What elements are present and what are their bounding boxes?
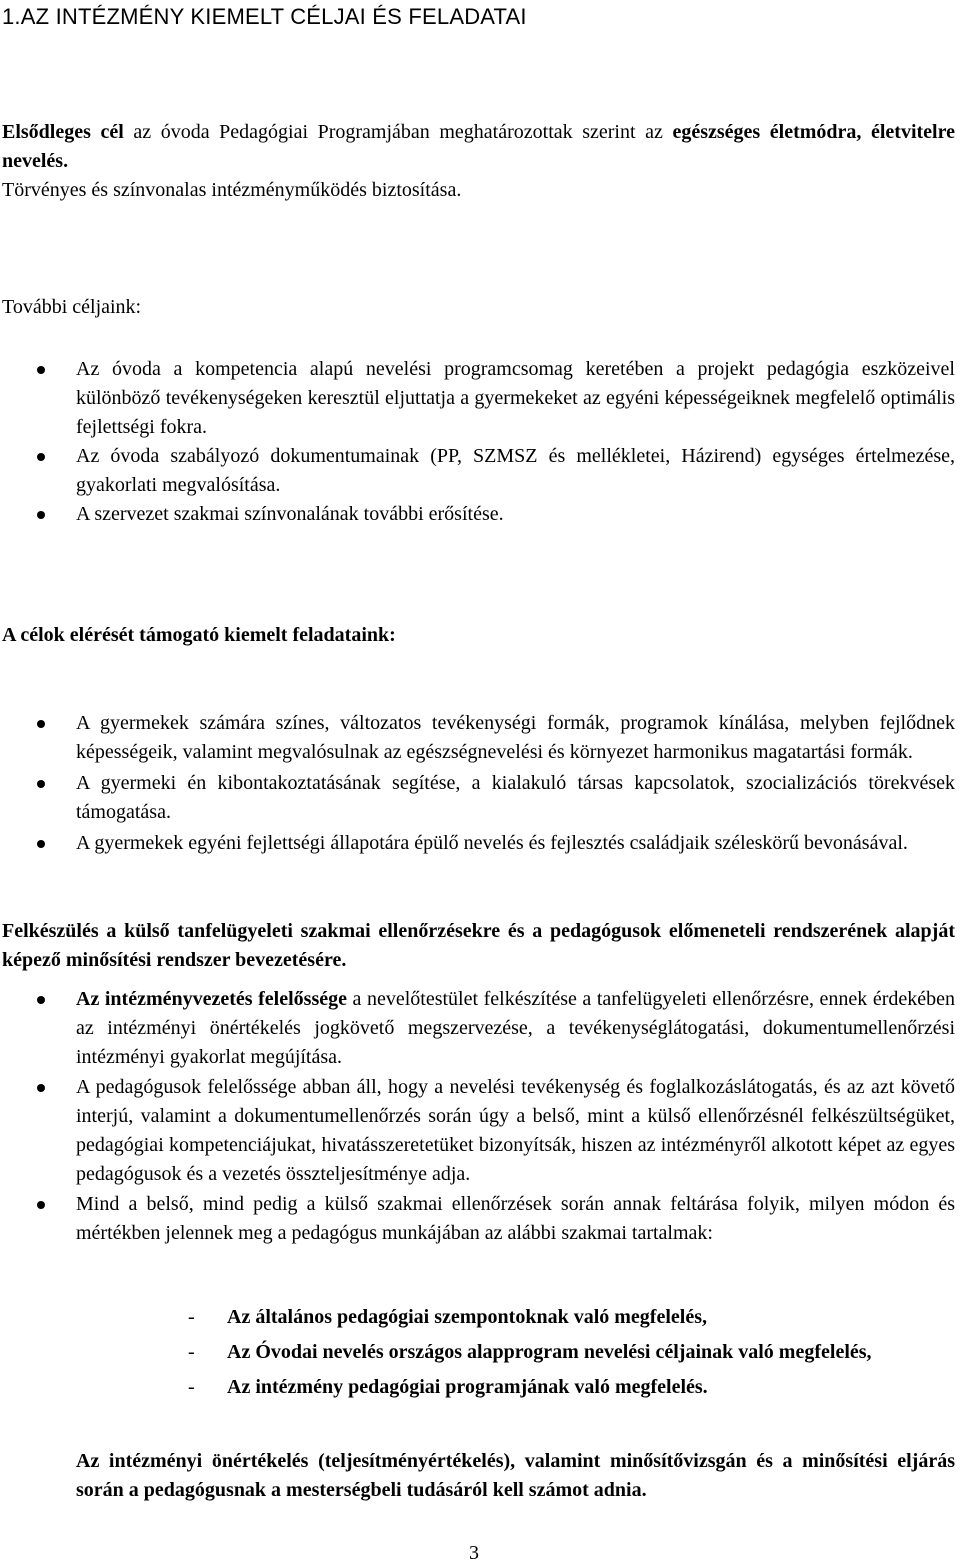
primary-goal-line2: Törvényes és színvonalas intézményműködés biztosítása.: [2, 179, 462, 201]
bullet-icon: [37, 996, 45, 1004]
bullet-icon: [37, 453, 45, 461]
bullet-icon: [37, 720, 45, 728]
preparation-heading: Felkészülés a külső tanfelügyeleti szakmai ellenőrzésekre és a pedagógusok előmeneteli rendszerének alapját képező minősítési rendszer bevezetésére.: [2, 920, 955, 971]
closing-paragraph: Az intézményi önértékelés (teljesítményértékelés), valamint minősítővizsgán és a minősítési eljárás során a pedagógusnak a mesterségbeli tudásáról kell számot adnia.: [76, 1450, 955, 1501]
list-item: A gyermekek számára színes, változatos tevékenységi formák, programok kínálása, melyben fejlődnek képességeik, valamint megvalósulnak az egészségnevelési és környezet harmonikus magatartási formák.: [0, 709, 955, 767]
list-item: Az intézményvezetés felelőssége a nevelőtestület felkészítése a tanfelügyeleti ellenőrzésre, ennek érdekében az intézményi önértékelés jogkövető megszervezése, a tevékenységlátogatási, dokumentumellenőrzési intézményi gyakorlat megújítása.: [0, 985, 955, 1072]
list-item: A gyermeki én kibontakoztatásának segítése, a kialakuló társas kapcsolatok, szocializációs törekvések támogatása.: [0, 769, 955, 827]
bullet-icon: [37, 780, 45, 788]
further-goals-list: [0, 355, 955, 529]
list-item: - Az Óvodai nevelés országos alapprogram nevelési céljainak való megfelelés,: [0, 1338, 955, 1367]
primary-goal-tail: egészséges életmódra, életvitelre nevelés.: [2, 121, 955, 172]
list-item: Az óvoda szabályozó dokumentumainak (PP, SZMSZ és mellékletei, Házirend) egységes értelmezése, gyakorlati megvalósítása.: [0, 442, 955, 500]
list-item: A pedagógusok felelőssége abban áll, hogy a nevelési tevékenység és foglalkozáslátogatás, és az azt követő interjú, valamint a dokumentumellenőrzés során úgy a belső, mint a külső ellenőrzésnél felkészültségüket, pedagógiai kompetenciájukat, hivatásszeretetüket bizonyítsák, hiszen az intézményről alkotott képet az egyes pedagógusok és a vezetés összteljesítménye adja.: [0, 1073, 955, 1189]
further-goals-heading: További céljaink:: [2, 296, 142, 318]
list-item: - Az általános pedagógiai szempontoknak való megfelelés,: [0, 1303, 955, 1332]
dash-marker: -: [188, 1341, 195, 1363]
tasks-list: [0, 709, 955, 860]
list-item: - Az intézmény pedagógiai programjának való megfelelés.: [0, 1373, 955, 1402]
primary-goal-text: az óvoda Pedagógiai Programjában meghatározottak szerint az: [123, 121, 673, 143]
primary-goal-paragraph: [2, 118, 955, 176]
page-title: 1.AZ INTÉZMÉNY KIEMELT CÉLJAI ÉS FELADATAI: [2, 4, 527, 29]
list-item: A szervezet szakmai színvonalának további erősítése.: [0, 500, 955, 529]
tasks-heading: A célok elérését támogató kiemelt feladataink:: [2, 624, 396, 646]
bullet-icon: [37, 511, 45, 519]
primary-goal-lead: Elsődleges cél: [2, 121, 124, 143]
bullet-icon: [37, 366, 45, 374]
list-item: A gyermekek egyéni fejlettségi állapotára épülő nevelés és fejlesztés családjaik széleskörű bevonásával.: [0, 829, 955, 858]
dash-marker: -: [188, 1376, 195, 1398]
preparation-list: [0, 985, 955, 1248]
bullet-icon: [37, 1201, 45, 1209]
list-item: Az óvoda a kompetencia alapú nevelési programcsomag keretében a projekt pedagógia eszközeivel különböző tevékenységeken keresztül eljuttatja a gyermekeket az egyéni képességeiknek megfelelő optimális fejlettségi fokra.: [0, 355, 955, 442]
criteria-list: [0, 1303, 955, 1408]
list-item: Mind a belső, mind pedig a külső szakmai ellenőrzések során annak feltárása folyik, milyen módon és mértékben jelennek meg a pedagógus munkájában az alábbi szakmai tartalmak:: [0, 1190, 955, 1248]
dash-marker: -: [188, 1306, 195, 1328]
bullet-icon: [37, 840, 45, 848]
page-number: 3: [469, 1542, 479, 1564]
bullet-icon: [37, 1084, 45, 1092]
